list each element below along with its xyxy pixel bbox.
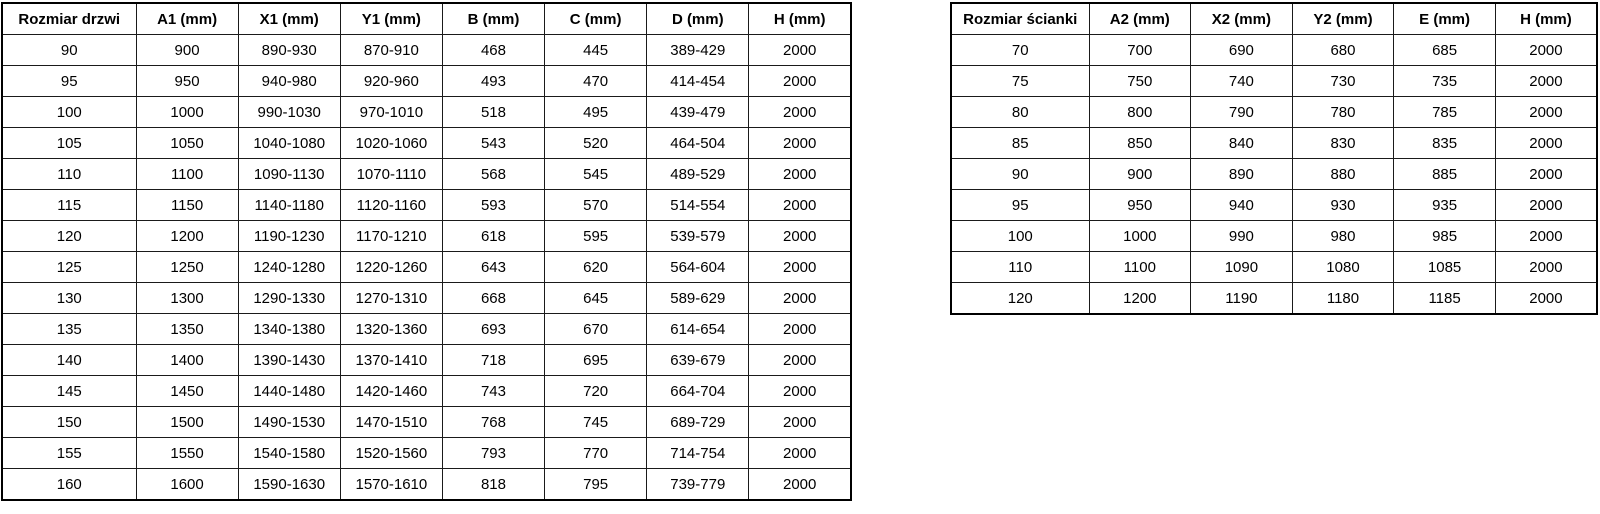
table-cell: 545: [545, 159, 647, 190]
table-cell: 1170-1210: [340, 221, 442, 252]
table-cell: 680: [1292, 35, 1394, 66]
table-cell: 685: [1394, 35, 1496, 66]
table-row: [2, 376, 851, 407]
table-cell: 2000: [749, 66, 851, 97]
table-cell: 700: [1089, 35, 1191, 66]
table-cell: 743: [442, 376, 544, 407]
table-cell: 2000: [749, 252, 851, 283]
table-cell: 1085: [1394, 252, 1496, 283]
table-cell: 514-554: [647, 190, 749, 221]
table-row: [951, 128, 1597, 159]
table-cell: 2000: [1495, 221, 1597, 252]
table-cell: 2000: [749, 159, 851, 190]
table-cell: 1400: [136, 345, 238, 376]
table-cell: 930: [1292, 190, 1394, 221]
table-cell: 1420-1460: [340, 376, 442, 407]
table-cell: 870-910: [340, 35, 442, 66]
table-cell: 75: [951, 66, 1089, 97]
column-header: B (mm): [442, 3, 544, 35]
table-cell: 595: [545, 221, 647, 252]
table-cell: 940-980: [238, 66, 340, 97]
table-cell: 768: [442, 407, 544, 438]
table-cell: 1000: [1089, 221, 1191, 252]
table-cell: 570: [545, 190, 647, 221]
table-cell: 439-479: [647, 97, 749, 128]
table-cell: 720: [545, 376, 647, 407]
table-cell: 1090: [1191, 252, 1293, 283]
table-cell: 2000: [1495, 35, 1597, 66]
table-cell: 890-930: [238, 35, 340, 66]
table-cell: 1540-1580: [238, 438, 340, 469]
table-cell: 1190: [1191, 283, 1293, 315]
column-header: Y2 (mm): [1292, 3, 1394, 35]
table-cell: 739-779: [647, 469, 749, 501]
table-cell: 990: [1191, 221, 1293, 252]
table-cell: 2000: [1495, 252, 1597, 283]
table-cell: 718: [442, 345, 544, 376]
table-cell: 1550: [136, 438, 238, 469]
table-cell: 568: [442, 159, 544, 190]
table-cell: 1490-1530: [238, 407, 340, 438]
column-header: H (mm): [1495, 3, 1597, 35]
table-cell: 1100: [1089, 252, 1191, 283]
table-cell: 593: [442, 190, 544, 221]
table-cell: 1350: [136, 314, 238, 345]
table-cell: 130: [2, 283, 136, 314]
table-cell: 414-454: [647, 66, 749, 97]
table-cell: 614-654: [647, 314, 749, 345]
table-cell: 1470-1510: [340, 407, 442, 438]
table-cell: 1290-1330: [238, 283, 340, 314]
table-cell: 160: [2, 469, 136, 501]
table-cell: 464-504: [647, 128, 749, 159]
table-cell: 740: [1191, 66, 1293, 97]
table-cell: 470: [545, 66, 647, 97]
table-cell: 1120-1160: [340, 190, 442, 221]
header-row: [951, 3, 1597, 35]
table-cell: 1240-1280: [238, 252, 340, 283]
table-cell: 120: [2, 221, 136, 252]
table-cell: 445: [545, 35, 647, 66]
table-cell: 155: [2, 438, 136, 469]
table-cell: 950: [136, 66, 238, 97]
table-cell: 1600: [136, 469, 238, 501]
table-cell: 780: [1292, 97, 1394, 128]
column-header: Rozmiar drzwi: [2, 3, 136, 35]
column-header: C (mm): [545, 3, 647, 35]
table-cell: 920-960: [340, 66, 442, 97]
table-cell: 110: [2, 159, 136, 190]
table-cell: 1520-1560: [340, 438, 442, 469]
header-row: [2, 3, 851, 35]
table-cell: 2000: [749, 97, 851, 128]
table-row: [2, 221, 851, 252]
table-cell: 495: [545, 97, 647, 128]
table-cell: 890: [1191, 159, 1293, 190]
table-row: [2, 35, 851, 66]
table-cell: 1370-1410: [340, 345, 442, 376]
table-cell: 1180: [1292, 283, 1394, 315]
table-cell: 2000: [749, 128, 851, 159]
table-cell: 1100: [136, 159, 238, 190]
table-cell: 1000: [136, 97, 238, 128]
column-header: X2 (mm): [1191, 3, 1293, 35]
table-cell: 670: [545, 314, 647, 345]
table-cell: 1270-1310: [340, 283, 442, 314]
table-cell: 850: [1089, 128, 1191, 159]
table-row: [2, 469, 851, 501]
table-cell: 2000: [1495, 283, 1597, 315]
table-cell: 468: [442, 35, 544, 66]
table-row: [951, 221, 1597, 252]
table-cell: 1020-1060: [340, 128, 442, 159]
table-cell: 520: [545, 128, 647, 159]
table-cell: 1320-1360: [340, 314, 442, 345]
table-cell: 1390-1430: [238, 345, 340, 376]
table-cell: 990-1030: [238, 97, 340, 128]
table-cell: 489-529: [647, 159, 749, 190]
table-cell: 80: [951, 97, 1089, 128]
table-cell: 2000: [749, 190, 851, 221]
table-cell: 840: [1191, 128, 1293, 159]
table-cell: 793: [442, 438, 544, 469]
column-header: A1 (mm): [136, 3, 238, 35]
table-cell: 935: [1394, 190, 1496, 221]
table-cell: 940: [1191, 190, 1293, 221]
table-cell: 689-729: [647, 407, 749, 438]
table-cell: 90: [2, 35, 136, 66]
table-cell: 695: [545, 345, 647, 376]
table-cell: 2000: [749, 407, 851, 438]
table-cell: 1590-1630: [238, 469, 340, 501]
table-cell: 2000: [749, 35, 851, 66]
table-cell: 120: [951, 283, 1089, 315]
wall-panel-dimensions-table: [950, 2, 1598, 315]
table-cell: 980: [1292, 221, 1394, 252]
table-cell: 900: [1089, 159, 1191, 190]
column-header: D (mm): [647, 3, 749, 35]
table-cell: 693: [442, 314, 544, 345]
table-row: [2, 97, 851, 128]
table-cell: 1200: [136, 221, 238, 252]
table-cell: 2000: [749, 314, 851, 345]
column-header: X1 (mm): [238, 3, 340, 35]
table-cell: 900: [136, 35, 238, 66]
table-cell: 770: [545, 438, 647, 469]
table-cell: 543: [442, 128, 544, 159]
table-row: [2, 314, 851, 345]
table-row: [2, 345, 851, 376]
table-cell: 643: [442, 252, 544, 283]
table-cell: 1090-1130: [238, 159, 340, 190]
table-cell: 115: [2, 190, 136, 221]
table-cell: 70: [951, 35, 1089, 66]
table-cell: 2000: [749, 438, 851, 469]
table-cell: 618: [442, 221, 544, 252]
table-row: [2, 66, 851, 97]
table-row: [2, 252, 851, 283]
table-cell: 690: [1191, 35, 1293, 66]
table-row: [951, 283, 1597, 315]
table-cell: 985: [1394, 221, 1496, 252]
table-cell: 1150: [136, 190, 238, 221]
table-cell: 745: [545, 407, 647, 438]
table-row: [951, 66, 1597, 97]
table-cell: 1140-1180: [238, 190, 340, 221]
table-row: [2, 407, 851, 438]
table-row: [951, 252, 1597, 283]
table-cell: 518: [442, 97, 544, 128]
column-header: E (mm): [1394, 3, 1496, 35]
table-cell: 1250: [136, 252, 238, 283]
table-cell: 800: [1089, 97, 1191, 128]
table-cell: 145: [2, 376, 136, 407]
table-cell: 1050: [136, 128, 238, 159]
table-cell: 735: [1394, 66, 1496, 97]
table-cell: 389-429: [647, 35, 749, 66]
table-cell: 2000: [749, 221, 851, 252]
table-cell: 645: [545, 283, 647, 314]
table-row: [951, 190, 1597, 221]
table-cell: 2000: [749, 469, 851, 501]
table-row: [951, 159, 1597, 190]
table-cell: 1200: [1089, 283, 1191, 315]
table-row: [2, 159, 851, 190]
table-cell: 714-754: [647, 438, 749, 469]
table-cell: 100: [951, 221, 1089, 252]
table-cell: 1080: [1292, 252, 1394, 283]
table-cell: 970-1010: [340, 97, 442, 128]
table-cell: 2000: [749, 376, 851, 407]
table-cell: 95: [2, 66, 136, 97]
door-dimensions-table: [1, 2, 852, 501]
column-header: H (mm): [749, 3, 851, 35]
table-cell: 950: [1089, 190, 1191, 221]
table-cell: 2000: [1495, 128, 1597, 159]
table-cell: 2000: [749, 283, 851, 314]
table-cell: 730: [1292, 66, 1394, 97]
table-row: [2, 190, 851, 221]
table-cell: 493: [442, 66, 544, 97]
column-header: A2 (mm): [1089, 3, 1191, 35]
table-cell: 830: [1292, 128, 1394, 159]
table-cell: 1340-1380: [238, 314, 340, 345]
table-row: [2, 283, 851, 314]
table-cell: 1220-1260: [340, 252, 442, 283]
table-cell: 85: [951, 128, 1089, 159]
table-cell: 880: [1292, 159, 1394, 190]
table-cell: 1040-1080: [238, 128, 340, 159]
table-cell: 100: [2, 97, 136, 128]
table-cell: 1300: [136, 283, 238, 314]
table-cell: 135: [2, 314, 136, 345]
table-cell: 620: [545, 252, 647, 283]
table-cell: 1190-1230: [238, 221, 340, 252]
table-cell: 1070-1110: [340, 159, 442, 190]
table-cell: 785: [1394, 97, 1496, 128]
table-cell: 1450: [136, 376, 238, 407]
table-cell: 1440-1480: [238, 376, 340, 407]
table-cell: 564-604: [647, 252, 749, 283]
table-cell: 1185: [1394, 283, 1496, 315]
table-cell: 1500: [136, 407, 238, 438]
table-cell: 790: [1191, 97, 1293, 128]
table-cell: 90: [951, 159, 1089, 190]
column-header: Y1 (mm): [340, 3, 442, 35]
table-row: [2, 128, 851, 159]
table-cell: 150: [2, 407, 136, 438]
table-cell: 2000: [1495, 190, 1597, 221]
table-cell: 835: [1394, 128, 1496, 159]
table-cell: 589-629: [647, 283, 749, 314]
column-header: Rozmiar ścianki: [951, 3, 1089, 35]
table-cell: 795: [545, 469, 647, 501]
table-cell: 2000: [749, 345, 851, 376]
table-cell: 539-579: [647, 221, 749, 252]
table-row: [2, 438, 851, 469]
table-cell: 664-704: [647, 376, 749, 407]
table-cell: 885: [1394, 159, 1496, 190]
table-cell: 140: [2, 345, 136, 376]
table-row: [951, 35, 1597, 66]
table-cell: 2000: [1495, 97, 1597, 128]
table-cell: 125: [2, 252, 136, 283]
table-row: [951, 97, 1597, 128]
table-cell: 668: [442, 283, 544, 314]
table-cell: 105: [2, 128, 136, 159]
table-cell: 1570-1610: [340, 469, 442, 501]
table-cell: 95: [951, 190, 1089, 221]
table-cell: 818: [442, 469, 544, 501]
table-cell: 750: [1089, 66, 1191, 97]
table-cell: 2000: [1495, 66, 1597, 97]
table-cell: 2000: [1495, 159, 1597, 190]
table-cell: 639-679: [647, 345, 749, 376]
table-cell: 110: [951, 252, 1089, 283]
